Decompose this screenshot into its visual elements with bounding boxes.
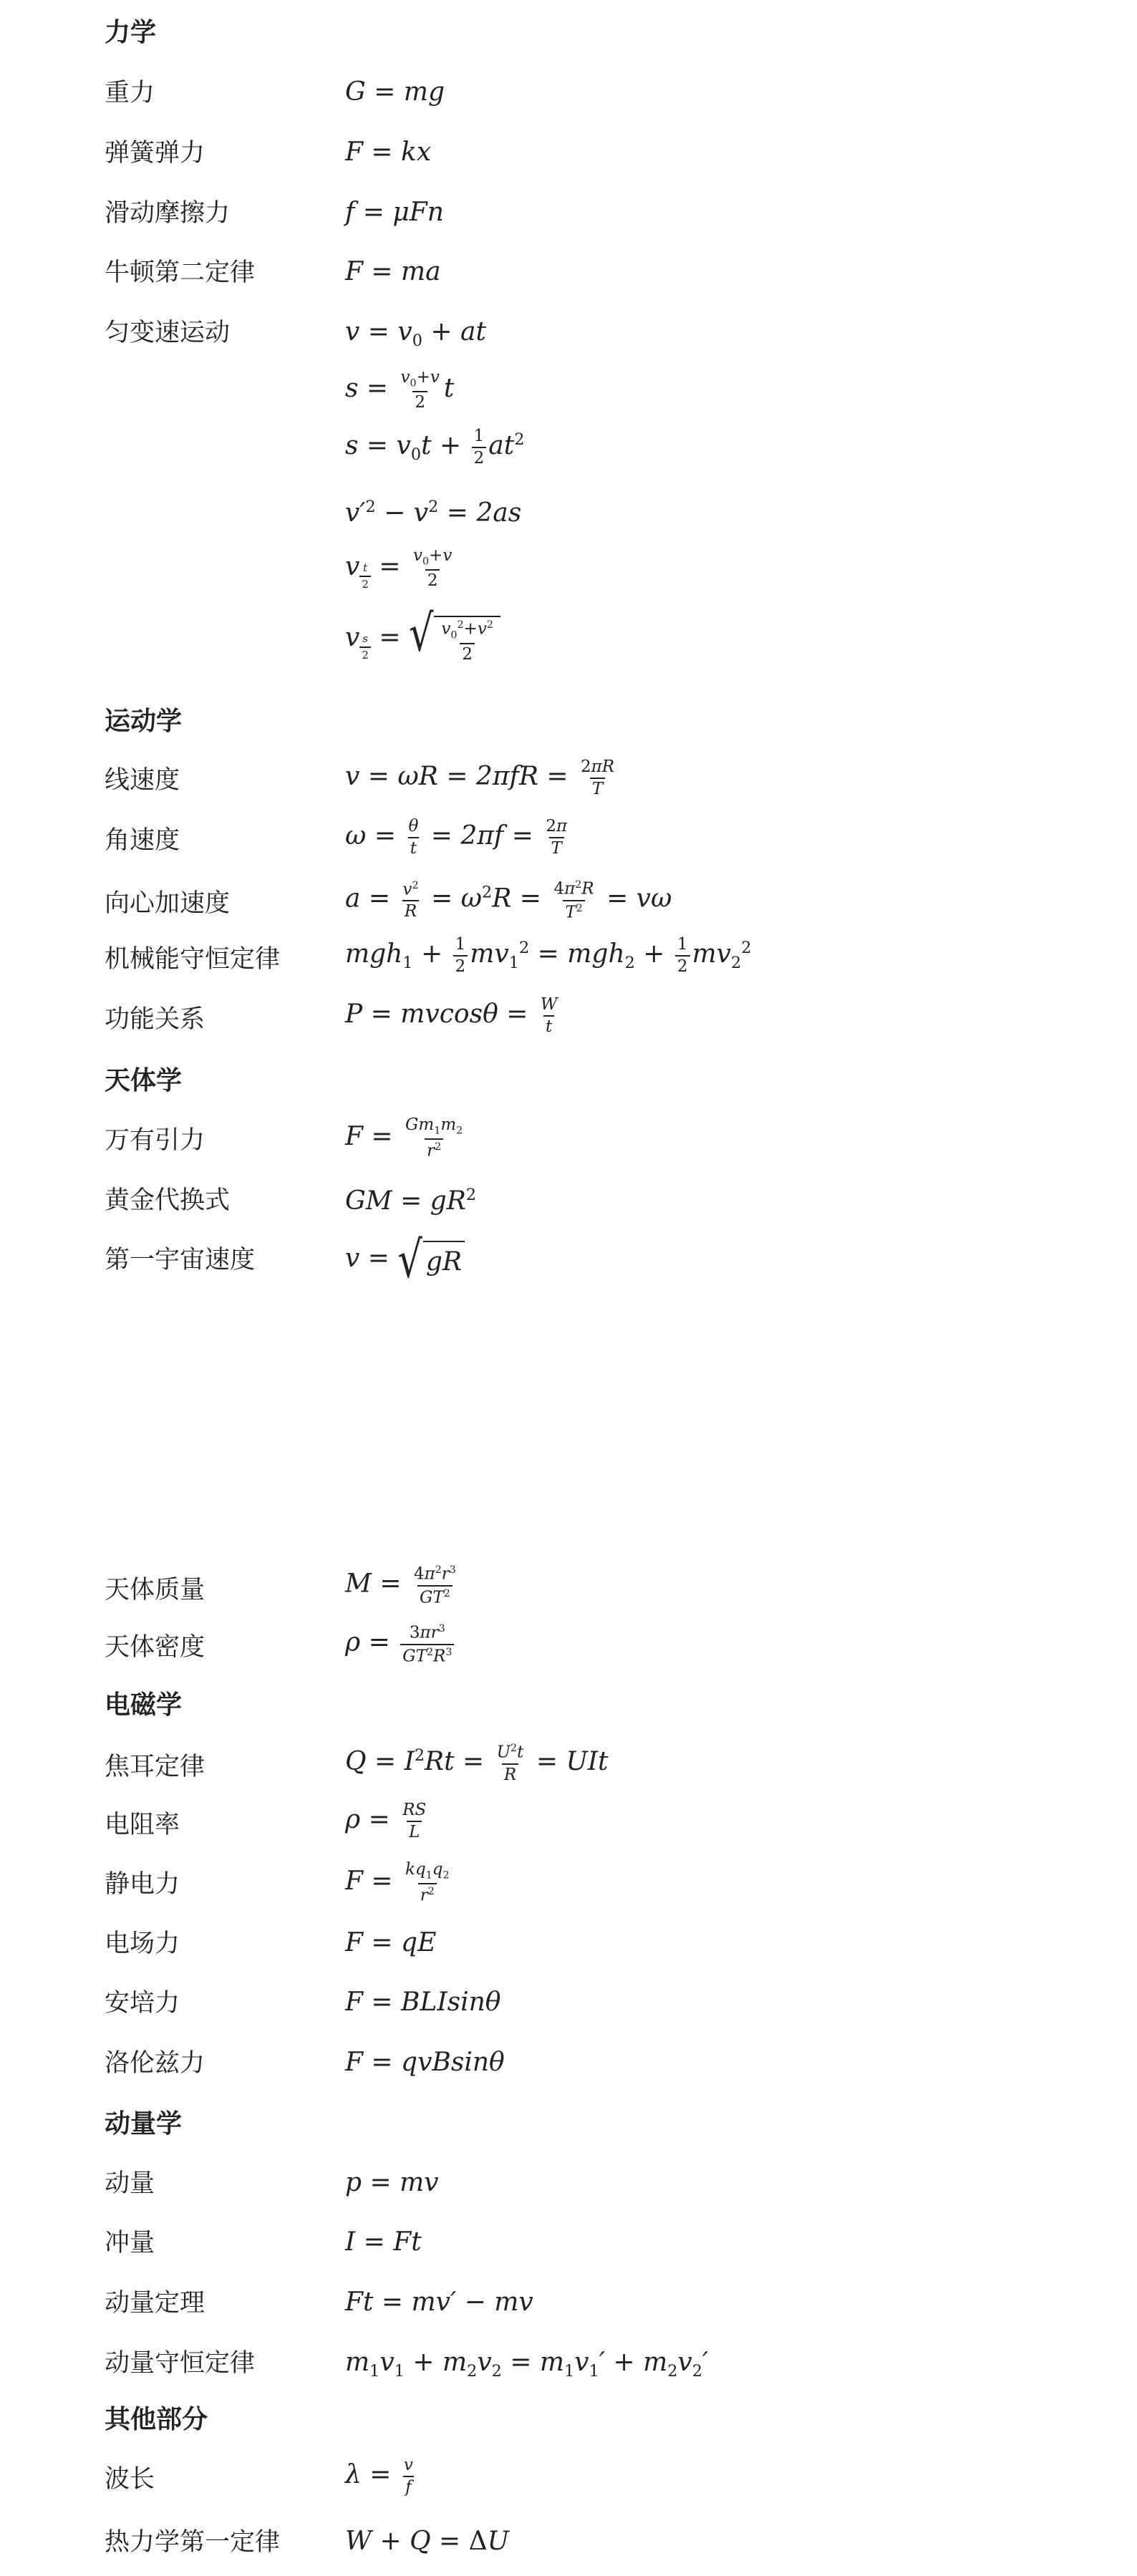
label-joule: 焦耳定律: [105, 1753, 205, 1781]
formula-momentum-theorem: Ft = mv′ − mv: [345, 2287, 533, 2317]
formula-resistivity: ρ = $\frac{RS}{L}$: [345, 1801, 427, 1841]
formula-wavelength: λ = $\frac{v}{f}$: [345, 2456, 413, 2497]
formula-displacement: $s = v_0t$ + $\frac{1}{2}$ $at^2$: [345, 427, 525, 468]
formula-newton2: F = ma: [345, 257, 441, 286]
label-celestial-density: 天体密度: [105, 1633, 205, 1662]
formula-linear-speed: v = ωR = 2πfR = $\frac{2\pi R}{T}$: [345, 757, 615, 798]
label-friction: 滑动摩擦力: [105, 199, 231, 228]
label-thermo-first-law: 热力学第一定律: [105, 2528, 281, 2557]
formula-spring: F = kx: [345, 137, 432, 167]
label-golden-substitution: 黄金代换式: [105, 1186, 231, 1215]
formula-golden-substitution: GM = $gR^2$: [345, 1186, 477, 1216]
label-impulse: 冲量: [105, 2229, 155, 2257]
label-momentum: 动量: [105, 2169, 155, 2198]
label-energy-conservation: 机械能守恒定律: [105, 945, 281, 974]
formula-celestial-mass: M = $\frac{4\pi^2r^3}{GT^2}$: [345, 1564, 456, 1607]
label-angular-speed: 角速度: [105, 826, 180, 855]
label-spring: 弹簧弹力: [105, 139, 205, 168]
formula-cosmic-speed: v = √ gR: [345, 1241, 465, 1279]
label-linear-speed: 线速度: [105, 766, 180, 795]
formula-gravitation: F = $\frac{Gm_1m_2}{r^2}$: [345, 1115, 463, 1161]
label-newton2: 牛顿第二定律: [105, 258, 256, 287]
section-heading-momentum: 动量学: [105, 2109, 183, 2139]
section-heading-electromagnetism: 电磁学: [105, 1690, 183, 1720]
formula-lorentz: F = qvBsinθ: [345, 2048, 505, 2077]
formula-ampere: F = BLIsinθ: [345, 1987, 501, 2017]
formula-centripetal: a = $\frac{v^2}{R}$ = $\omega^2R$ = $\frac{4\pi^2R}{T^2}$ = vω: [345, 879, 672, 922]
formula-impulse: I = Ft: [345, 2227, 422, 2257]
formula-mid-time-velocity: v $_{\frac{t}{2}}$ = $\frac{v_0+v}{2}$: [345, 546, 453, 591]
label-resistivity: 电阻率: [105, 1811, 180, 1839]
label-electrostatic: 静电力: [105, 1870, 180, 1899]
label-wavelength: 波长: [105, 2465, 155, 2494]
label-momentum-conservation: 动量守恒定律: [105, 2349, 256, 2378]
formula-thermo-first-law: W + Q = ΔU: [345, 2527, 509, 2556]
formula-mid-position-velocity: v $_{\frac{s}{2}}$ = √ $\frac{v_0^2+v^2}{2}$: [345, 616, 500, 663]
label-electric-field-force: 电场力: [105, 1929, 180, 1958]
formula-displacement-avg: s = $\frac{v_0+v}{2}$ t: [345, 368, 455, 412]
label-cosmic-speed: 第一宇宙速度: [105, 1246, 256, 1274]
label-uniform-accel: 匀变速运动: [105, 319, 231, 347]
formula-friction: f = μFn: [345, 198, 444, 227]
formula-velocity-displacement: $v'^2 - v^2 = 2as$: [345, 498, 522, 528]
label-ampere: 安培力: [105, 1989, 180, 2018]
formula-joule: $Q = I^2Rt$ = $\frac{U^2t}{R}$ = UIt: [345, 1743, 609, 1784]
formula-momentum-conservation: $m_1v_1 + m_2v_2 = m_1v_1' + m_2v_2'$: [345, 2348, 709, 2381]
formula-work-power: P = mvcosθ = $\frac{W}{t}$: [345, 995, 558, 1036]
label-gravitation: 万有引力: [105, 1126, 205, 1155]
formula-velocity-time: $v = v_0$ + at: [345, 317, 486, 351]
label-momentum-theorem: 动量定理: [105, 2289, 205, 2318]
label-celestial-mass: 天体质量: [105, 1576, 205, 1604]
formula-electrostatic: F = $\frac{kq_1q_2}{r^2}$: [345, 1860, 450, 1905]
formula-energy-conservation: mgh$_1$ + $\frac{1}{2}$ $mv_1^2 = mgh_2$ + $\frac{1}{2}$ $mv_2^2$: [345, 935, 752, 976]
section-heading-other: 其他部分: [105, 2405, 208, 2434]
formula-gravity: G = mg: [345, 77, 445, 107]
section-heading-mechanics: 力学: [105, 18, 157, 47]
formula-momentum: p = mv: [345, 2168, 439, 2197]
formula-angular-speed: ω = $\frac{\theta}{t}$ = 2πf = $\frac{2\pi}{T}$: [345, 817, 568, 858]
label-lorentz: 洛伦兹力: [105, 2049, 205, 2078]
section-heading-kinematics: 运动学: [105, 707, 183, 736]
formula-electric-field-force: F = qE: [345, 1928, 437, 1957]
label-centripetal: 向心加速度: [105, 889, 231, 918]
label-work-power: 功能关系: [105, 1005, 205, 1034]
section-heading-celestial: 天体学: [105, 1066, 183, 1095]
formula-celestial-density: ρ = $\frac{3\pi r^3}{GT^2R^3}$: [345, 1624, 456, 1665]
label-gravity: 重力: [105, 79, 155, 107]
